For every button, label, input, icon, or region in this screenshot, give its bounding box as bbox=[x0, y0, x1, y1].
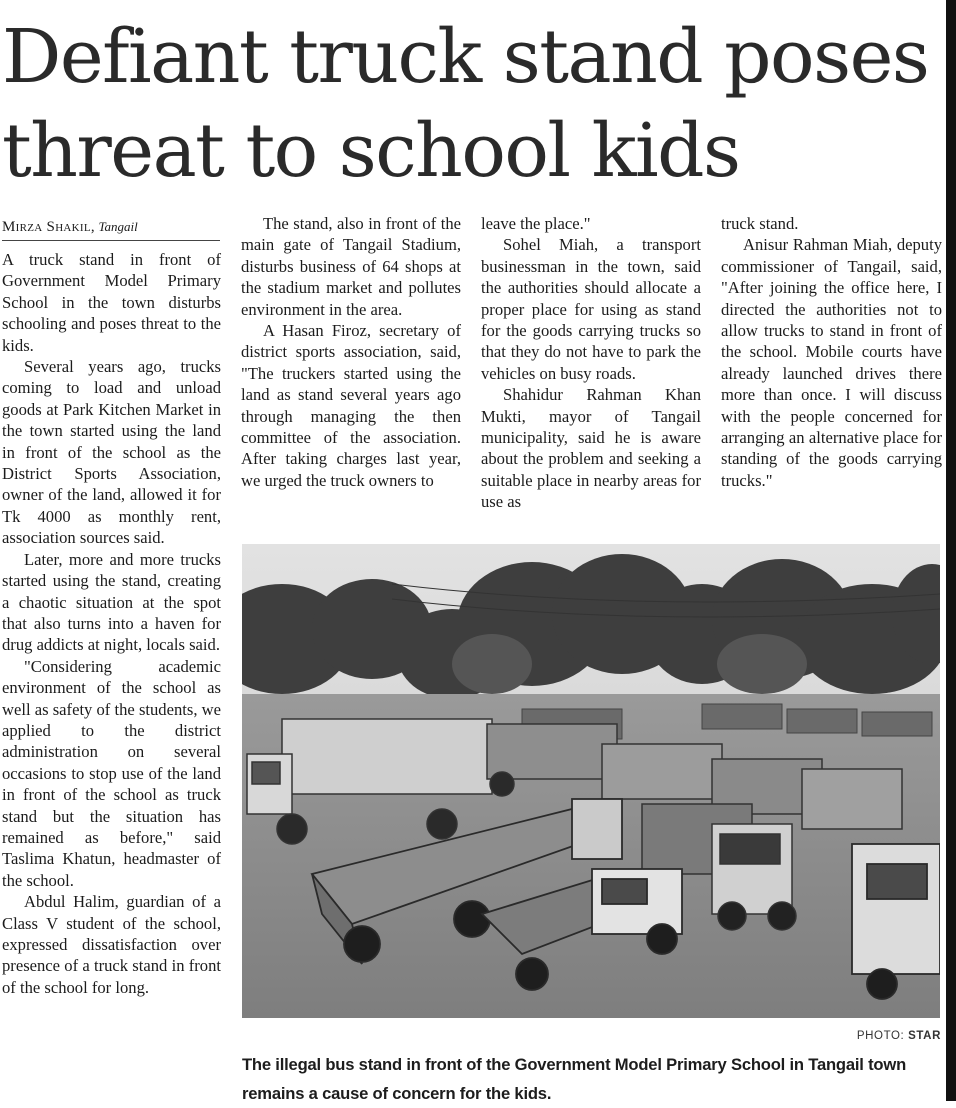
page-edge-bar bbox=[946, 0, 956, 1101]
paragraph: "Considering academic environment of the school as well as safety of the students, we applied to the district administration on several occasions to stop use of the land in front of the school as truck stand but the situation has remained as before," said Taslima Khatun, headmaster of the school. bbox=[2, 656, 221, 890]
article-column-2 bbox=[241, 213, 461, 491]
byline-location: Tangail bbox=[98, 219, 138, 234]
truck-stand-photo-illustration bbox=[242, 544, 940, 1018]
headline-line-2: threat to school kids bbox=[2, 108, 740, 194]
byline-author: Mirza Shakil, bbox=[2, 219, 95, 235]
article-column-3 bbox=[481, 213, 701, 513]
byline bbox=[2, 216, 220, 241]
photo-credit bbox=[760, 1030, 941, 1042]
paragraph: A truck stand in front of Government Model Primary School in the town disturbs schooling and poses threat to the kids. bbox=[2, 250, 221, 355]
paragraph: Sohel Miah, a transport businessman in the town, said the authorities should allocate a proper place for using as stand for the goods carrying trucks so that they do not have to park the vehicles on busy roads. bbox=[481, 235, 701, 383]
news-photo bbox=[242, 544, 940, 1018]
paragraph: Abdul Halim, guardian of a Class V student of the school, expressed dissatisfaction over presence of a truck stand in front of the school for long. bbox=[2, 892, 221, 997]
paragraph: Several years ago, trucks coming to load and unload goods at Park Kitchen Market in the town started using the land in front of the school as the District Sports Association, owner of the land, allowed it for Tk 4000 as monthly rent, association sources said. bbox=[2, 357, 221, 548]
headline-line-1: Defiant truck stand poses bbox=[2, 14, 929, 100]
paragraph: Shahidur Rahman Khan Mukti, mayor of Tangail municipality, said he is aware about the problem and seeking a suitable place in nearby areas for use as bbox=[481, 385, 701, 512]
photo-credit-source: STAR bbox=[908, 1030, 941, 1042]
photo-credit-prefix: PHOTO: bbox=[856, 1030, 905, 1042]
photo-caption: The illegal bus stand in front of the Government Model Primary School in Tangail town remains a cause of concern for the kids. bbox=[242, 1055, 907, 1103]
article-column-1 bbox=[2, 249, 221, 998]
paragraph: The stand, also in front of the main gate of Tangail Stadium, disturbs business of 64 shops at the stadium market and pollutes environment in the area. bbox=[241, 214, 461, 319]
paragraph: Later, more and more trucks started using the stand, creating a chaotic situation at the spot that also turns into a haven for drug addicts at night, locals said. bbox=[2, 549, 221, 655]
paragraph: leave the place." bbox=[481, 214, 591, 233]
headline bbox=[2, 10, 946, 198]
paragraph: Anisur Rahman Miah, deputy commissioner of Tangail, said, "After joining the office here, I directed the authorities not to allow trucks to stand in front of the school. Mobile courts have already launched drives there more than once. I will discuss with the people concerned for arranging an alternative place for standing of the goods carrying trucks." bbox=[721, 235, 942, 490]
paragraph: A Hasan Firoz, secretary of district sports association, said, "The truckers started using the land as stand several years ago through managing the then committee of the association. After taking charges last year, we urged the truck owners to bbox=[241, 321, 461, 490]
paragraph: truck stand. bbox=[721, 214, 799, 233]
article-column-4 bbox=[721, 213, 942, 491]
